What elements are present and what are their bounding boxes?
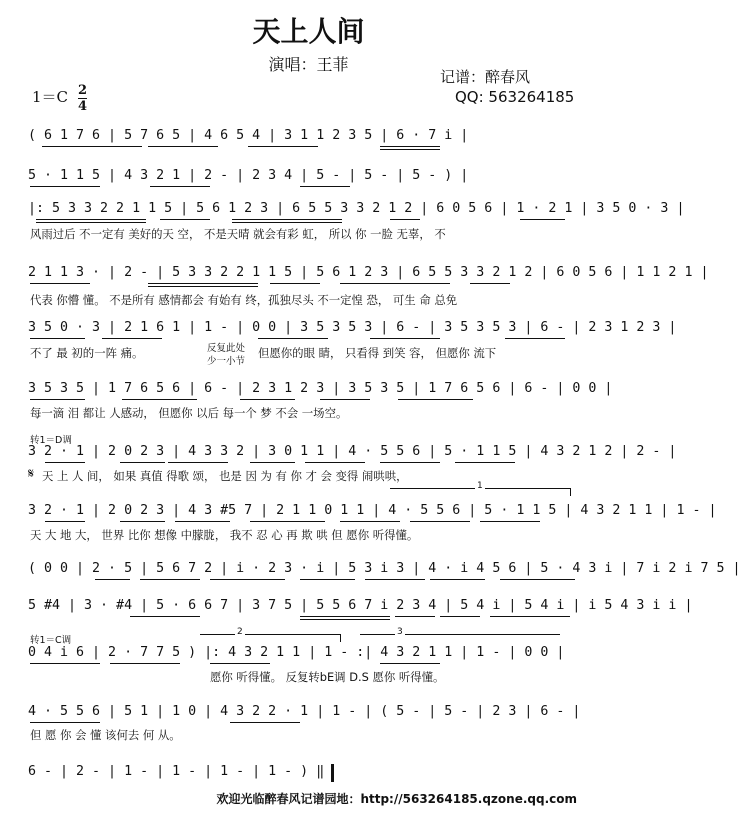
- lyric-line-1: 风雨过后 不一定有 美好的天 空， 不是天晴 就会有彩 虹， 所以 你 一脸 无辜， 不: [30, 227, 446, 241]
- singer-credit: 演唱：王菲: [268, 55, 349, 74]
- footer-url: 欢迎光临醉春风记谱园地：http://563264185.qzone.qq.com: [216, 792, 577, 806]
- repeat-note-1: 反复此处: [207, 343, 246, 354]
- lyric-line-8: 愿你 听得懂。 反复转bE调 D.S 愿你 听得懂。: [210, 670, 445, 684]
- segno-sign: 𝄋: [28, 466, 35, 482]
- volta-1: 1: [477, 481, 483, 491]
- notation-line-10: 5 #4 | 3 · #4 | 5 · 6 6 7 | 3 7 5 | 5 5 6 7 i 2 3 4 | 5 4 i | 5 4 i | i 5 4 3 i i |: [28, 598, 693, 613]
- lyric-line-4: 但愿你的眼 睛， 只看得 到笑 容， 但愿你 流下: [258, 346, 497, 360]
- song-title: 天上人间: [252, 15, 365, 48]
- volta-2: 2: [237, 627, 243, 637]
- lyric-line-9: 但 愿 你 会 懂 该何去 何 从。: [30, 728, 181, 742]
- notation-line-5: 3 5 0 · 3 | 2 1 6 1 | 1 - | 0 0 | 3 5 3 5 3 | 6 - | 3 5 3 5 3 | 6 - | 2 3 1 2 3 |: [28, 320, 677, 335]
- lyric-line-5: 每一滴 泪 都让 人感动， 但愿你 以后 每一个 梦 不会 一场空。: [30, 406, 348, 420]
- key-label: 1＝C: [32, 88, 69, 107]
- notation-line-8: 3 2 · 1 | 2 0 2 3 | 4 3 #5 7 | 2 1 1 0 1 1 | 4 · 5 5 6 | 5 · 1 1 5 | 4 3 2 1 1 | 1 - |: [28, 503, 717, 518]
- notation-line-7: 3 2 · 1 | 2 0 2 3 | 4 3 3 2 | 3 0 1 1 | 4 · 5 5 6 | 5 · 1 1 5 | 4 3 2 1 2 | 2 - |: [28, 444, 677, 459]
- lyric-line-3: 不了 最 初的一阵 痛。: [30, 346, 144, 360]
- repeat-note-2: 少一小节: [207, 356, 246, 367]
- lyric-line-7: 天 大 地 大， 世界 比你 想像 中朦胧， 我不 忍 心 再 欺 哄 但 愿你 听得懂。: [30, 528, 419, 542]
- qq-number: QQ: 563264185: [455, 88, 575, 106]
- transcriber-credit: 记谱：醉春风: [440, 68, 531, 86]
- lyric-line-6: 天 上 人 间， 如果 真值 得歌 颂， 也是 因 为 有 你 才 会 变得 闹哄哄，: [42, 469, 408, 483]
- time-signature-top: 2: [78, 83, 88, 98]
- key-signature: [32, 84, 87, 113]
- key-change-c: 转1＝C调: [30, 635, 72, 646]
- notation-line-4: 2 1 1 3 · | 2 - | 5 3 3 2 2 1 1 5 | 5 6 1 2 3 | 6 5 5 3 3 2 1 2 | 6 0 5 6 | 1 1 2 1 |: [28, 265, 709, 280]
- notation-line-9: ( 0 0 | 2 · 5 | 5 6 7 2 | i · 2 3 · i | 5 3 i 3 | 4 · i 4 5 6 | 5 · 4 3 i | 7 i 2 i 7 5 |: [28, 561, 740, 576]
- time-signature-bottom: 4: [78, 99, 88, 114]
- key-change-d: 转1＝D调: [30, 435, 72, 446]
- notation-line-13: 6 - | 2 - | 1 - | 1 - | 1 - | 1 - ) ‖: [28, 764, 325, 779]
- final-barline: [331, 764, 334, 782]
- notation-line-11: 0 4 i 6 | 2 · 7 7 5 ) |: 4 3 2 1 1 | 1 - :| 4 3 2 1 1 | 1 - | 0 0 |: [28, 645, 565, 660]
- time-signature: [78, 84, 87, 113]
- volta-3: 3: [397, 627, 403, 637]
- notation-line-12: 4 · 5 5 6 | 5 1 | 1 0 | 4 3 2 2 · 1 | 1 - | ( 5 - | 5 - | 2 3 | 6 - |: [28, 704, 581, 719]
- notation-line-2: 5 · 1 1 5 | 4 3 2 1 | 2 - | 2 3 4 | 5 - | 5 - | 5 - ) |: [28, 168, 469, 183]
- notation-line-3: |: 5 3 3 2 2 1 1 5 | 5 6 1 2 3 | 6 5 5 3 3 2 1 2 | 6 0 5 6 | 1 · 2 1 | 3 5 0 · 3 |: [28, 201, 685, 216]
- notation-line-6: 3 5 3 5 | 1 7 6 5 6 | 6 - | 2 3 1 2 3 | 3 5 3 5 | 1 7 6 5 6 | 6 - | 0 0 |: [28, 381, 613, 396]
- notation-line-1: ( 6 1 7 6 | 5 7 6 5 | 4 6 5 4 | 3 1 1 2 3 5 | 6 · 7 i |: [28, 128, 469, 143]
- lyric-line-2: 代表 你懵 懂。 不是所有 感情都会 有始有 终，孤独尽头 不一定惶 恐， 可生 命 总免: [30, 293, 458, 307]
